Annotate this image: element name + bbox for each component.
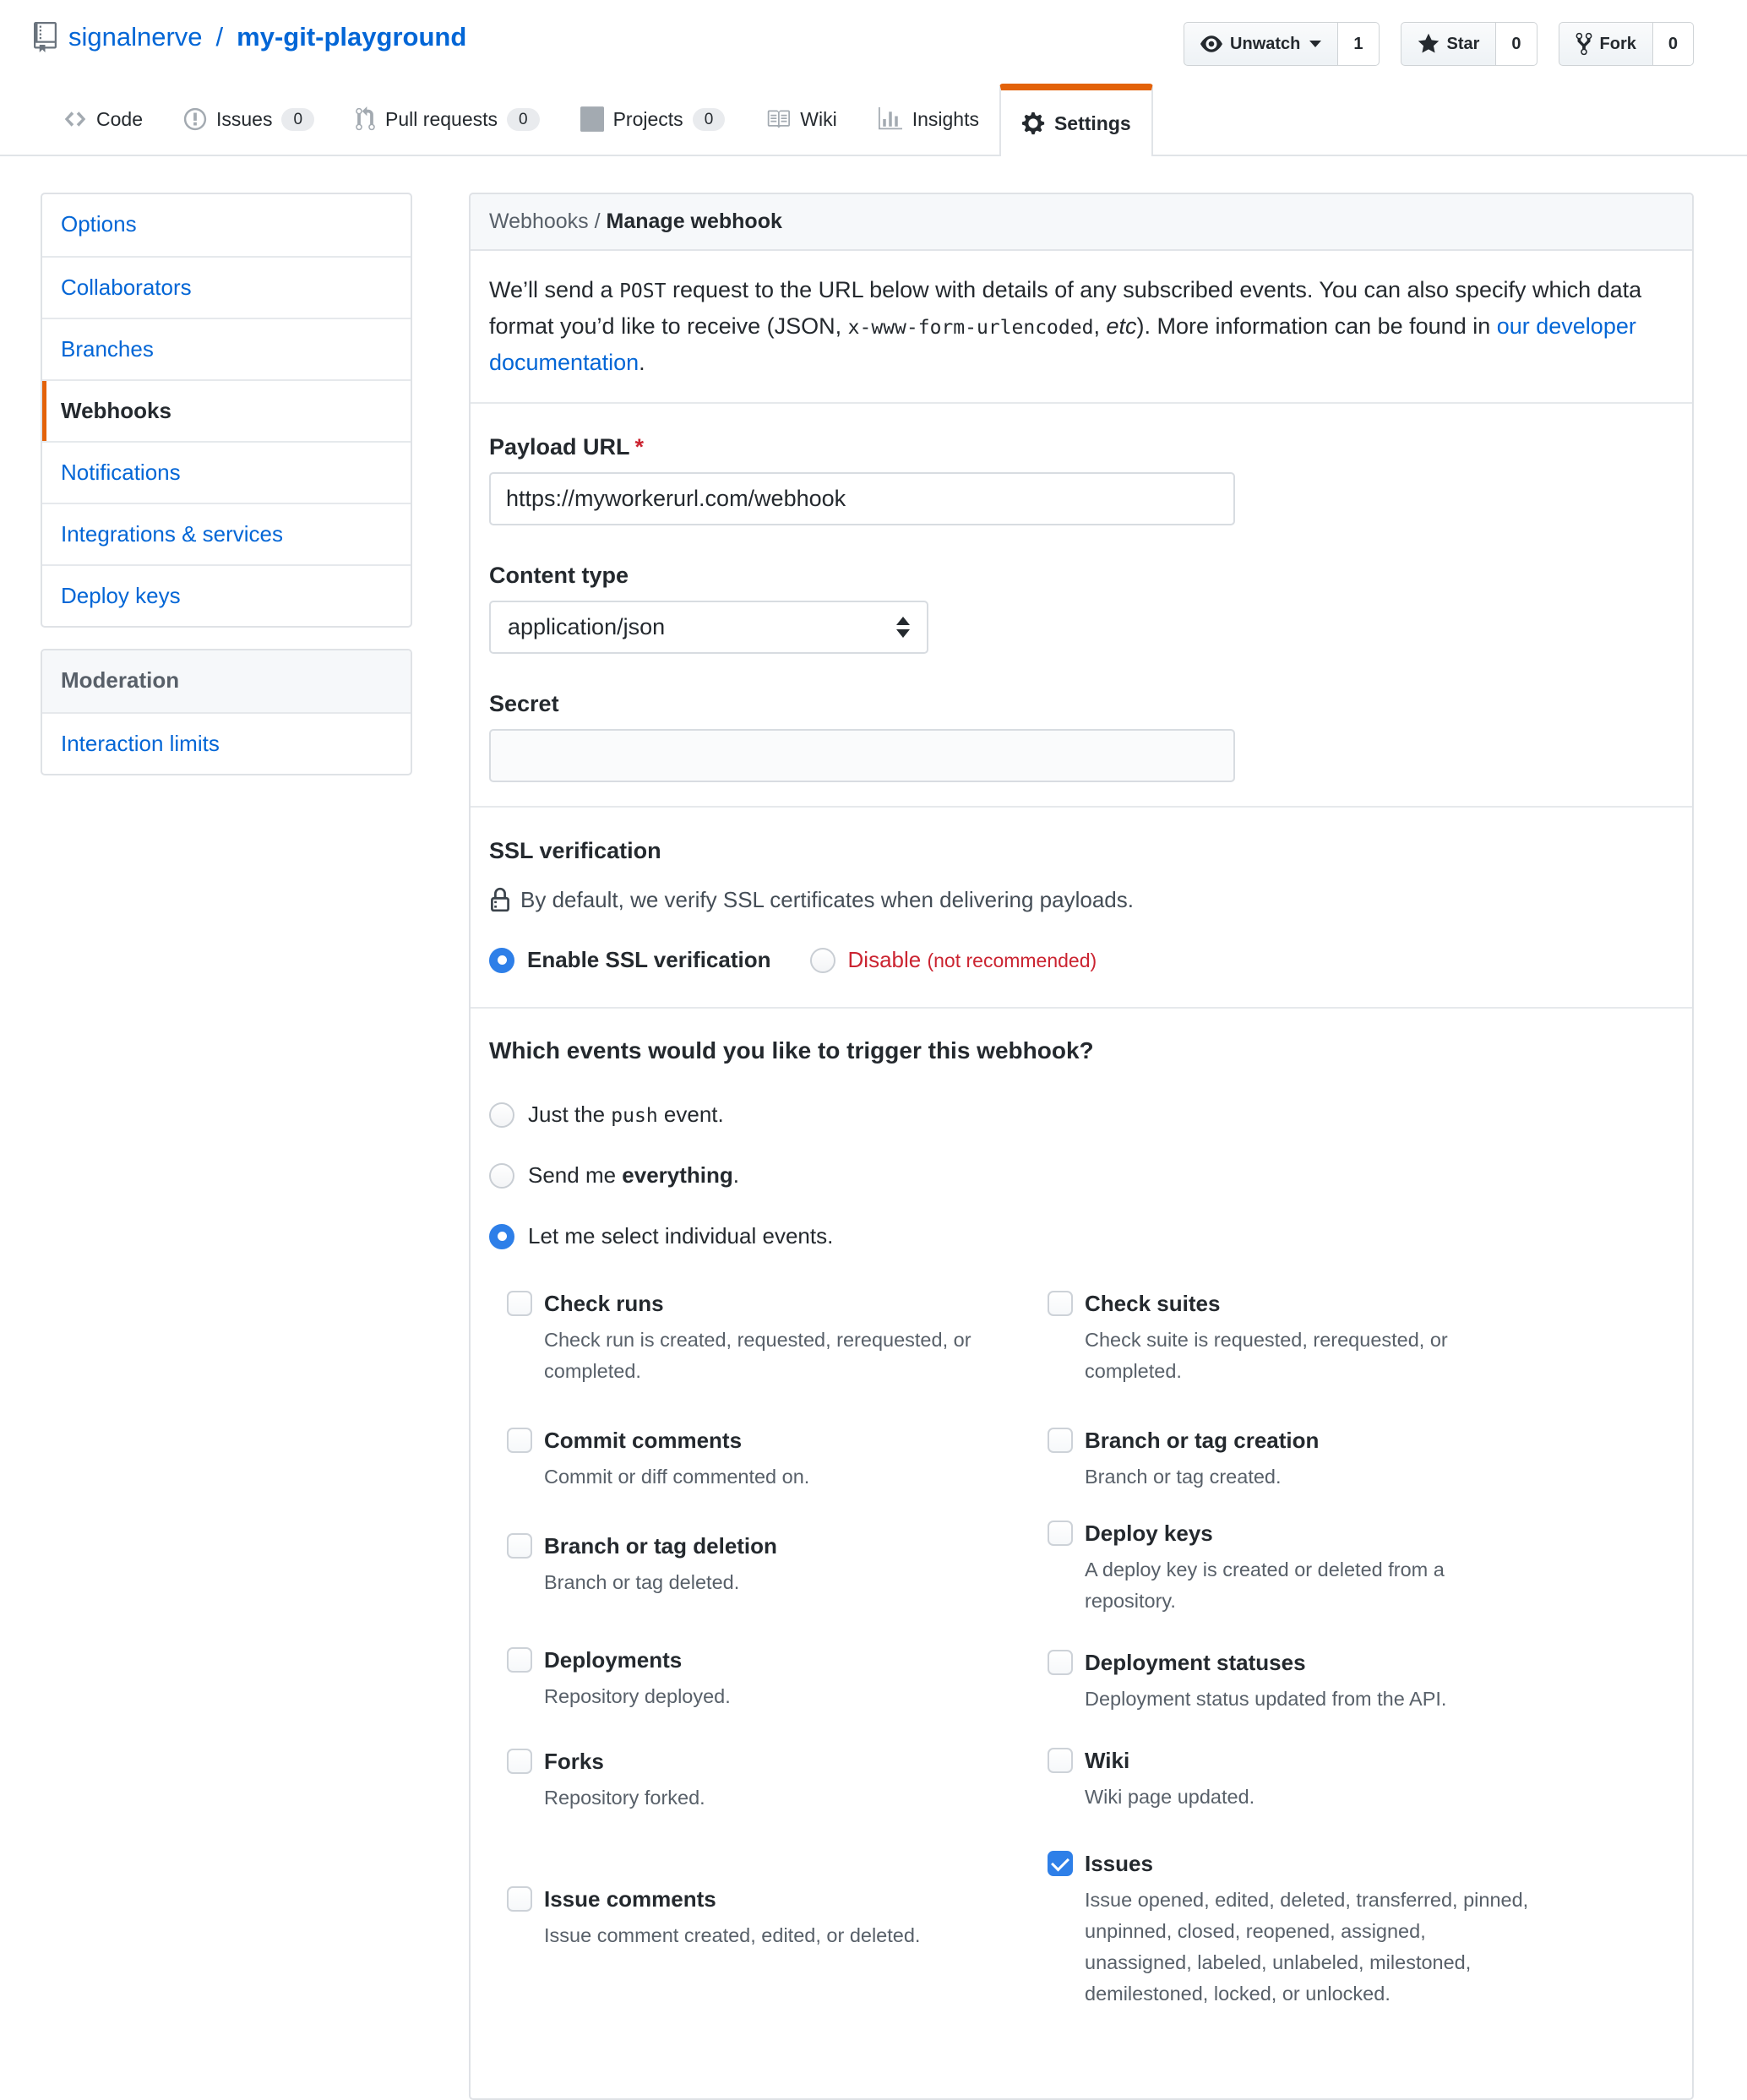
event-title: Check runs: [544, 1291, 664, 1316]
eye-icon: [1200, 33, 1222, 55]
events-mode-everything[interactable]: [489, 1162, 1674, 1189]
radio-ssl-disable[interactable]: [810, 948, 835, 973]
event-title: Issues: [1085, 1851, 1153, 1876]
repo-actions: [1184, 22, 1694, 66]
intro-urlencoded-code: x-www-form-urlencoded: [847, 317, 1094, 339]
checkbox-commit-comments[interactable]: [507, 1428, 532, 1453]
event-desc: Check suite is requested, rerequested, or completed.: [1085, 1329, 1448, 1382]
fork-count[interactable]: 0: [1653, 22, 1694, 66]
tab-projects[interactable]: [560, 84, 746, 155]
developer-documentation-link[interactable]: our developer documentation: [489, 313, 1636, 375]
event-title: Commit comments: [544, 1428, 743, 1453]
tab-insights-label: Insights: [912, 107, 979, 130]
secret-input[interactable]: [489, 729, 1235, 782]
sidebar-item-webhooks[interactable]: Webhooks: [42, 379, 411, 441]
intro-text: .: [639, 350, 645, 375]
event-wiki: [1048, 1745, 1674, 1813]
event-forks-toggle[interactable]: [507, 1746, 1048, 1776]
checkbox-deployment-statuses[interactable]: [1048, 1650, 1073, 1675]
event-deployment-statuses-toggle[interactable]: [1048, 1647, 1674, 1678]
checkbox-issues[interactable]: [1048, 1851, 1073, 1876]
graph-icon: [878, 107, 903, 131]
sidebar-item-deploy-keys[interactable]: Deploy keys: [42, 564, 411, 626]
event-title: Issue comments: [544, 1886, 716, 1912]
repo-title: [34, 22, 466, 52]
star-group: [1401, 22, 1537, 66]
required-asterisk: *: [634, 434, 645, 460]
event-check-runs-toggle[interactable]: [507, 1288, 1048, 1319]
watch-count[interactable]: 1: [1338, 22, 1379, 66]
checkbox-issue-comments[interactable]: [507, 1886, 532, 1912]
event-title: Deployments: [544, 1647, 683, 1673]
tab-pulls-label: Pull requests: [385, 107, 498, 130]
webhook-form: [471, 404, 1692, 808]
fork-label: Fork: [1599, 34, 1636, 53]
checkbox-wiki[interactable]: [1048, 1748, 1073, 1773]
fork-group: [1559, 22, 1694, 66]
lock-icon: [489, 886, 511, 913]
payload-url-input[interactable]: [489, 472, 1235, 525]
ssl-enable-label: Enable SSL verification: [527, 947, 771, 972]
tab-insights[interactable]: [857, 84, 999, 155]
page-title: Manage webhook: [606, 209, 782, 233]
event-title: Check suites: [1085, 1291, 1221, 1316]
breadcrumb-separator: /: [588, 209, 607, 233]
event-desc: Repository deployed.: [544, 1685, 731, 1707]
webhook-panel: [469, 193, 1694, 2100]
events-mode-everything-label: Send me everything.: [528, 1162, 740, 1188]
repo-separator: /: [215, 22, 224, 52]
moderation-heading: Moderation: [42, 650, 411, 712]
star-label: Star: [1446, 34, 1480, 53]
select-arrows-icon: [896, 617, 910, 638]
book-icon: [765, 107, 791, 131]
star-button[interactable]: [1401, 22, 1497, 66]
payload-url-field-group: [489, 434, 1674, 525]
event-check-runs: [507, 1288, 1048, 1387]
event-desc: Repository forked.: [544, 1787, 705, 1809]
sidebar-item-integrations[interactable]: Integrations & services: [42, 503, 411, 564]
event-deployment-statuses: [1048, 1647, 1674, 1715]
event-desc: Issue opened, edited, deleted, transferred, pinned, unpinned, closed, reopened, assigned, unassigned, labeled, unlabeled, milestoned, demilestoned, locked, or unlocked.: [1085, 1889, 1529, 2005]
event-branch-tag-deletion-toggle[interactable]: [507, 1531, 1048, 1561]
event-title: Deployment statuses: [1085, 1650, 1306, 1675]
event-desc: Issue comment created, edited, or deleted.: [544, 1924, 921, 1946]
intro-text: request to the URL below with details of any subscribed events. You can also specify which data format you’d like to receive (JSON,: [489, 277, 1642, 339]
intro-etc: etc: [1106, 313, 1137, 339]
watch-group: [1184, 22, 1379, 66]
event-desc: Wiki page updated.: [1085, 1786, 1255, 1808]
content-type-field-group: [489, 563, 1674, 654]
fork-icon: [1576, 31, 1592, 57]
checkbox-check-suites[interactable]: [1048, 1291, 1073, 1316]
star-icon: [1418, 32, 1440, 56]
event-desc: A deploy key is created or deleted from a repository.: [1085, 1559, 1445, 1612]
tab-pull-requests[interactable]: [335, 84, 560, 155]
tab-settings-label: Settings: [1053, 112, 1131, 134]
events-mode-push[interactable]: [489, 1102, 1674, 1128]
event-branch-tag-deletion: [507, 1531, 1048, 1598]
radio-just-push[interactable]: [489, 1102, 514, 1128]
content-type-value: application/json: [508, 614, 666, 639]
webhook-intro: [471, 251, 1692, 404]
settings-content: [0, 193, 1747, 2100]
event-title: Forks: [544, 1749, 604, 1774]
repo-icon: [34, 22, 57, 52]
events-mode-push-label: Just the push event.: [528, 1102, 724, 1127]
events-column-right: [1048, 1288, 1674, 2048]
projects-count-badge: 0: [693, 108, 726, 131]
event-forks: [507, 1746, 1048, 1814]
sidebar-item-collaborators[interactable]: Collaborators: [42, 256, 411, 318]
issues-count-badge: 0: [281, 108, 314, 131]
issue-opened-icon: [183, 106, 207, 132]
settings-menu: [41, 193, 412, 628]
chevron-down-icon: [1309, 41, 1321, 47]
ssl-disable-option[interactable]: [810, 947, 1097, 973]
intro-text: ,: [1093, 313, 1107, 339]
checkbox-deploy-keys[interactable]: [1048, 1521, 1073, 1546]
event-deployments: [507, 1645, 1048, 1712]
event-check-suites: [1048, 1288, 1674, 1387]
ssl-disable-label: Disable (not recommended): [847, 947, 1097, 972]
tab-wiki-label: Wiki: [800, 107, 837, 130]
events-mode-individual[interactable]: [489, 1223, 1674, 1249]
intro-post-code: POST: [619, 280, 667, 302]
checkbox-branch-tag-creation[interactable]: [1048, 1428, 1073, 1453]
tab-code-label: Code: [96, 107, 143, 130]
events-heading: Which events would you like to trigger this webhook?: [489, 1037, 1094, 1064]
intro-text: We’ll send a: [489, 277, 620, 302]
ssl-note: By default, we verify SSL certificates when delivering payloads.: [520, 886, 1134, 912]
moderation-menu: [41, 649, 412, 775]
events-column-left: [507, 1288, 1048, 2048]
radio-send-everything[interactable]: [489, 1163, 514, 1189]
git-pull-request-icon: [355, 106, 376, 132]
unwatch-button[interactable]: [1184, 22, 1338, 66]
event-desc: Commit or diff commented on.: [544, 1466, 810, 1488]
content-type-label: Content type: [489, 563, 629, 588]
tab-projects-label: Projects: [612, 107, 683, 130]
intro-text: ). More information can be found in: [1136, 313, 1497, 339]
event-title: Deploy keys: [1085, 1521, 1213, 1546]
secret-label: Secret: [489, 691, 559, 716]
event-branch-tag-creation-toggle[interactable]: [1048, 1425, 1674, 1455]
unwatch-label: Unwatch: [1230, 34, 1301, 53]
ssl-enable-option[interactable]: [489, 947, 771, 973]
ssl-heading: SSL verification: [489, 838, 661, 863]
event-title: Wiki: [1085, 1748, 1130, 1773]
tab-code[interactable]: [43, 84, 163, 155]
events-section: [471, 1009, 1692, 2098]
sidebar-item-interaction-limits[interactable]: Interaction limits: [42, 712, 411, 774]
ssl-disable-note: (not recommended): [927, 949, 1097, 971]
gear-icon: [1021, 111, 1045, 136]
event-commit-comments: [507, 1425, 1048, 1493]
event-deployments-toggle[interactable]: [507, 1645, 1048, 1675]
repo-owner-link[interactable]: signalnerve: [68, 22, 203, 52]
code-icon: [63, 107, 87, 131]
events-grid: [507, 1288, 1674, 2048]
event-desc: Check run is created, requested, rerequested, or completed.: [544, 1329, 971, 1382]
event-branch-tag-creation: [1048, 1425, 1674, 1493]
event-title: Branch or tag creation: [1085, 1428, 1320, 1453]
sidebar-item-branches[interactable]: Branches: [42, 318, 411, 379]
event-wiki-toggle[interactable]: [1048, 1745, 1674, 1776]
checkbox-forks[interactable]: [507, 1749, 532, 1774]
checkbox-branch-tag-deletion[interactable]: [507, 1533, 532, 1559]
content-type-select[interactable]: [489, 601, 928, 654]
event-desc: Branch or tag deleted.: [544, 1571, 740, 1593]
event-deploy-keys: [1048, 1518, 1674, 1617]
fork-button[interactable]: [1559, 22, 1653, 66]
radio-individual-events[interactable]: [489, 1224, 514, 1249]
repo-header: [0, 0, 1747, 66]
event-desc: Branch or tag created.: [1085, 1466, 1282, 1488]
secret-field-group: [489, 691, 1674, 782]
checkbox-check-runs[interactable]: [507, 1291, 532, 1316]
sidebar-item-options[interactable]: Options: [61, 211, 137, 237]
tab-issues-label: Issues: [215, 107, 273, 130]
checkbox-deployments[interactable]: [507, 1647, 532, 1673]
event-check-suites-toggle[interactable]: [1048, 1288, 1674, 1319]
event-deploy-keys-toggle[interactable]: [1048, 1518, 1674, 1548]
event-issues: [1048, 1848, 1674, 2010]
event-desc: Deployment status updated from the API.: [1085, 1688, 1447, 1710]
ssl-section: [471, 808, 1692, 1009]
repo-tabs: [0, 84, 1747, 156]
tab-wiki[interactable]: [745, 84, 857, 155]
event-commit-comments-toggle[interactable]: [507, 1425, 1048, 1455]
repo-name-link[interactable]: my-git-playground: [237, 22, 467, 52]
tab-settings[interactable]: [999, 84, 1153, 156]
event-issues-toggle[interactable]: [1048, 1848, 1674, 1879]
tab-issues[interactable]: [163, 84, 335, 155]
pulls-count-badge: 0: [507, 108, 540, 131]
event-issue-comments-toggle[interactable]: [507, 1884, 1048, 1914]
sidebar-item-notifications[interactable]: Notifications: [42, 441, 411, 503]
breadcrumb: [471, 194, 1692, 251]
star-count[interactable]: 0: [1496, 22, 1537, 66]
project-icon: [580, 106, 604, 132]
events-mode-individual-label: Let me select individual events.: [528, 1223, 834, 1249]
event-issue-comments: [507, 1884, 1048, 1951]
breadcrumb-webhooks-link[interactable]: Webhooks: [489, 209, 589, 233]
payload-url-label: Payload URL *: [489, 434, 645, 460]
settings-sidebar: [41, 193, 412, 775]
event-title: Branch or tag deletion: [544, 1533, 777, 1559]
radio-ssl-enable[interactable]: [489, 948, 514, 973]
